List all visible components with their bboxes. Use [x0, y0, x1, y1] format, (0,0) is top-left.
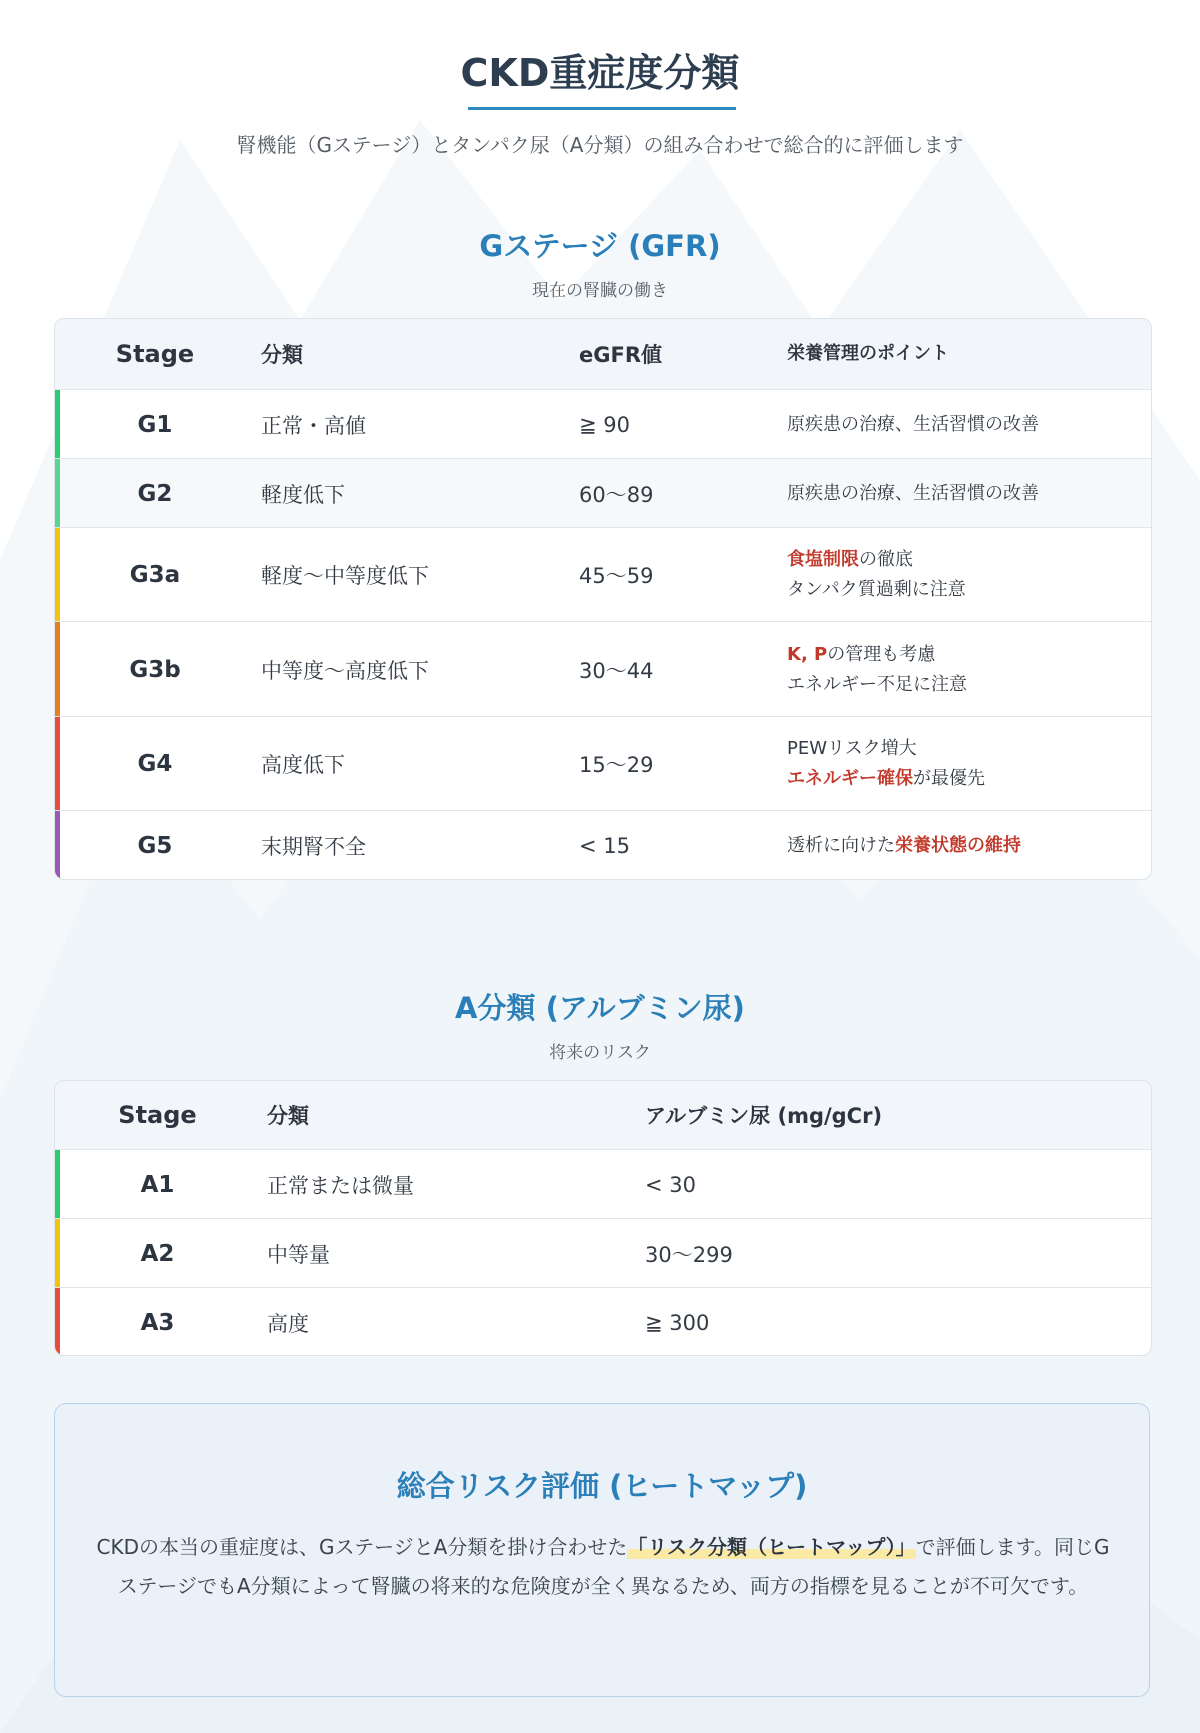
stage-point — [787, 717, 1147, 811]
stage-label: A2 — [140, 1240, 175, 1267]
stage-color-stripe — [55, 390, 60, 458]
table-header-row — [55, 319, 1151, 389]
stage-color-stripe — [55, 1219, 60, 1287]
stage-class: 中等度〜高度低下 — [261, 658, 429, 683]
table-row — [55, 810, 1151, 879]
table-header-row — [55, 1081, 1151, 1149]
stage-label: G5 — [137, 832, 173, 859]
table-row — [55, 1218, 1151, 1287]
stage-egfr: 15〜29 — [579, 753, 654, 777]
summary-title: 総合リスク評価 (ヒートマップ) — [396, 1469, 808, 1503]
stage-point — [787, 459, 1147, 528]
stage-color-stripe — [55, 1288, 60, 1356]
stage-egfr: < 15 — [579, 833, 630, 858]
stage-point — [787, 528, 1147, 622]
g-section-subtitle: 現在の腎臓の働き — [532, 281, 668, 301]
point-line: 透析に向けた栄養状態の維持 — [787, 834, 1021, 856]
point-line: タンパク質過剰に注意 — [787, 579, 966, 600]
point-line: エネルギー確保が最優先 — [787, 768, 985, 789]
a-section-subtitle: 将来のリスク — [549, 1043, 651, 1063]
stage-color-stripe — [55, 528, 60, 621]
stage-class: 軽度〜中等度低下 — [261, 564, 429, 588]
title-underline — [468, 107, 736, 110]
point-line: エネルギー不足に注意 — [787, 673, 967, 695]
page-title: CKD重症度分類 — [460, 51, 740, 95]
stage-albumin: 30〜299 — [645, 1242, 733, 1267]
stage-egfr: ≧ 90 — [579, 412, 630, 437]
table-row — [55, 1287, 1151, 1356]
a-class-table — [54, 1080, 1152, 1356]
stage-label: A3 — [140, 1309, 175, 1336]
stage-color-stripe — [55, 459, 60, 527]
stage-class: 軽度低下 — [261, 482, 345, 507]
point-line: 原疾患の治療、生活習慣の改善 — [787, 413, 1039, 435]
table-row — [55, 1149, 1151, 1218]
stage-label: A1 — [140, 1171, 175, 1198]
stage-color-stripe — [55, 717, 60, 810]
stage-label: G3b — [129, 656, 181, 683]
column-header-stage: Stage — [118, 1101, 197, 1129]
stage-class: 中等量 — [267, 1242, 330, 1267]
stage-albumin: ≧ 300 — [645, 1310, 710, 1335]
stage-egfr: 45〜59 — [579, 564, 654, 588]
stage-class: 正常・高値 — [261, 413, 366, 438]
g-section-title: Gステージ (GFR) — [479, 229, 721, 263]
stage-class: 正常または微量 — [267, 1173, 414, 1198]
stage-color-stripe — [55, 811, 60, 879]
stage-label: G3a — [129, 562, 181, 588]
column-header-class: 分類 — [267, 1104, 309, 1128]
table-row — [55, 716, 1151, 810]
stage-color-stripe — [55, 622, 60, 716]
stage-class: 高度 — [267, 1311, 309, 1336]
table-row — [55, 389, 1151, 458]
table-row — [55, 527, 1151, 621]
summary-highlight: 「リスク分類（ヒートマップ）」 — [627, 1535, 916, 1559]
stage-label: G1 — [137, 411, 173, 438]
stage-color-stripe — [55, 1150, 60, 1218]
stage-egfr: 30〜44 — [579, 658, 654, 683]
table-row — [55, 621, 1151, 716]
summary-box — [54, 1403, 1150, 1697]
point-line: K, Pの管理も考慮 — [787, 643, 936, 665]
stage-point — [787, 811, 1147, 880]
point-line: 食塩制限の徹底 — [787, 549, 913, 570]
column-header-egfr: eGFR値 — [579, 343, 662, 367]
stage-label: G2 — [137, 480, 173, 507]
stage-class: 高度低下 — [261, 753, 345, 777]
stage-albumin: < 30 — [645, 1172, 696, 1197]
point-line: 原疾患の治療、生活習慣の改善 — [787, 482, 1039, 504]
stage-class: 末期腎不全 — [261, 834, 366, 859]
column-header-albumin: アルブミン尿 (mg/gCr) — [645, 1104, 883, 1128]
column-header-stage: Stage — [115, 340, 195, 368]
page-subtitle: 腎機能（Gステージ）とタンパク尿（A分類）の組み合わせで総合的に評価します — [236, 133, 964, 157]
point-line: PEWリスク増大 — [787, 738, 917, 759]
stage-point — [787, 622, 1147, 717]
table-row — [55, 458, 1151, 527]
column-header-class: 分類 — [261, 343, 303, 367]
column-header-point: 栄養管理のポイント — [787, 343, 949, 364]
stage-label: G4 — [137, 751, 173, 777]
summary-text: CKDの本当の重症度は、GステージとA分類を掛け合わせた「リスク分類（ヒートマップ）」で評価します。同じGステージでもA分類によって腎臓の将来的な危険度が全く異なるため、両方の指標を見ることが不可欠です。 — [96, 1535, 1110, 1598]
stage-egfr: 60〜89 — [579, 482, 654, 507]
g-stage-table — [54, 318, 1152, 880]
a-section-title: A分類 (アルブミン尿) — [455, 991, 745, 1025]
stage-point — [787, 390, 1147, 459]
